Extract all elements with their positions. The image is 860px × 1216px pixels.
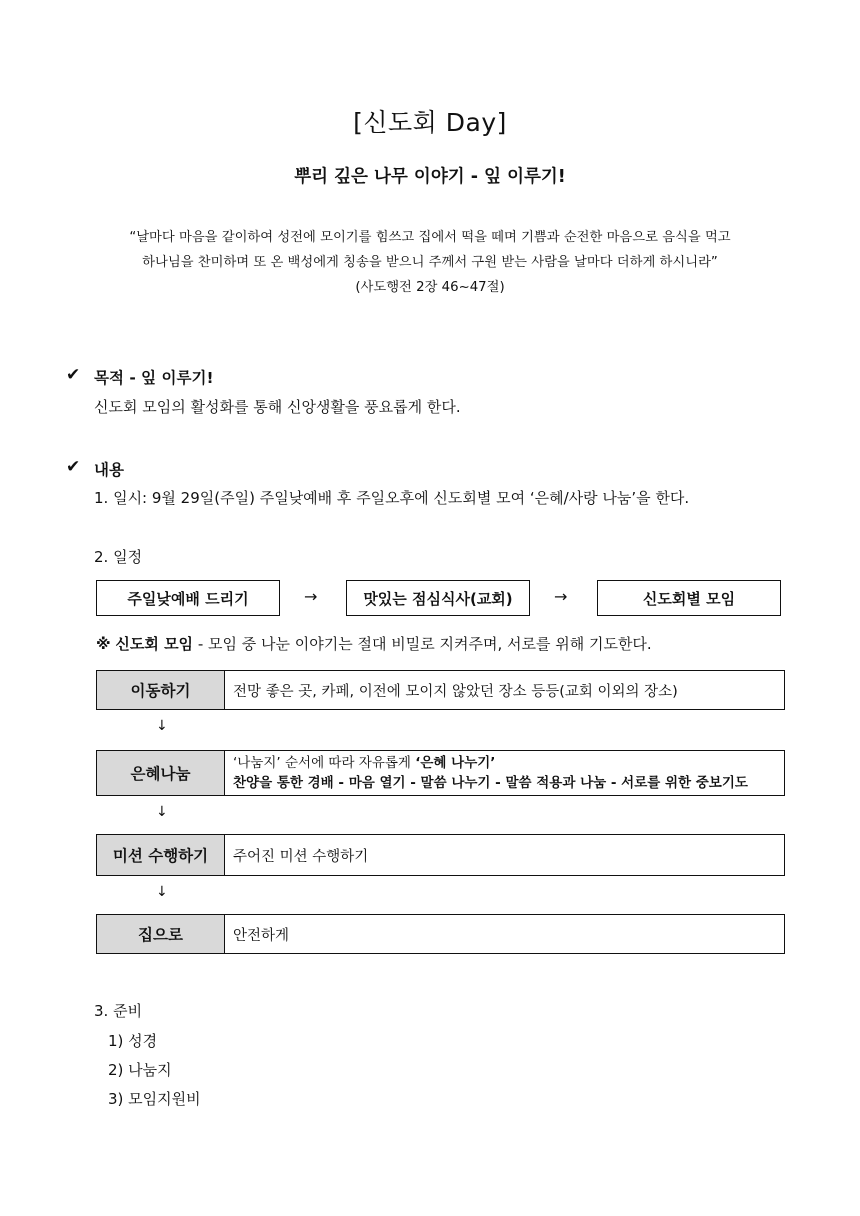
flow-row-desc: 주어진 미션 수행하기: [233, 848, 369, 865]
confidentiality-note: [96, 633, 652, 654]
flow-row-label: 은혜나눔: [97, 751, 225, 795]
arrow-down-icon: ↓: [156, 884, 168, 900]
arrow-right-icon: →: [304, 587, 318, 606]
flow-row-label: 집으로: [97, 915, 225, 953]
schedule-step-1: 주일낮예배 드리기: [96, 580, 280, 616]
note-mark: ※: [96, 635, 111, 653]
flow-row-label: 이동하기: [97, 671, 225, 709]
note-bold: 신도회 모임: [115, 635, 194, 653]
content-item-schedule: 2. 일정: [94, 548, 143, 566]
schedule-step-2: 맛있는 점심식사(교회): [346, 580, 530, 616]
document-title: [신도회 Day]: [353, 108, 507, 137]
flow-row-desc: 안전하게: [233, 927, 290, 944]
arrow-down-icon: ↓: [156, 718, 168, 734]
content-item-date: 1. 일시: 9월 29일(주일) 주일낮예배 후 주일오후에 신도회별 모여 ‘은혜/사랑 나눔’을 한다.: [94, 489, 690, 507]
verse-line-2: 하나님을 찬미하며 또 온 백성에게 칭송을 받으니 주께서 구원 받는 사람을 날마다 더하게 하시니라”: [142, 255, 718, 270]
content-heading: 내용: [94, 461, 124, 479]
purpose-heading: 목적 - 잎 이루기!: [94, 369, 214, 387]
preparation-item: 1) 성경: [108, 1032, 158, 1050]
share-desc-line-1: ‘나눔지’ 순서에 따라 자유롭게 ‘은혜 나누기’: [233, 755, 496, 771]
flow-row-desc: [225, 751, 784, 795]
verse-reference: (사도행전 2장 46~47절): [355, 280, 505, 295]
document-subtitle: 뿌리 깊은 나무 이야기 - 잎 이루기!: [294, 167, 566, 187]
flow-row-move: [96, 670, 785, 710]
flow-row-home: [96, 914, 785, 954]
note-rest: - 모임 중 나눈 이야기는 절대 비밀로 지켜주며, 서로를 위해 기도한다.: [193, 635, 652, 653]
check-icon: ✔: [66, 457, 81, 477]
purpose-text: 신도회 모임의 활성화를 통해 신앙생활을 풍요롭게 한다.: [94, 398, 461, 416]
preparation-heading: 3. 준비: [94, 1002, 143, 1020]
flow-row-desc: 전망 좋은 곳, 카페, 이전에 모이지 않았던 장소 등등(교회 이외의 장소): [233, 683, 678, 700]
schedule-step-3: 신도회별 모임: [597, 580, 781, 616]
preparation-item: 3) 모임지원비: [108, 1090, 201, 1108]
verse-line-1: “날마다 마음을 같이하여 성전에 모이기를 힘쓰고 집에서 떡을 떼며 기쁨과 순전한 마음으로 음식을 먹고: [129, 230, 731, 245]
flow-row-label: 미션 수행하기: [97, 835, 225, 875]
arrow-down-icon: ↓: [156, 804, 168, 820]
check-icon: ✔: [66, 365, 81, 385]
flow-row-mission: [96, 834, 785, 876]
arrow-right-icon: →: [554, 587, 568, 606]
share-desc-line-2: 찬양을 통한 경배 - 마음 열기 - 말씀 나누기 - 말씀 적용과 나눔 - 서로를 위한 중보기도: [233, 775, 748, 791]
flow-row-share: [96, 750, 785, 796]
preparation-item: 2) 나눔지: [108, 1061, 172, 1079]
